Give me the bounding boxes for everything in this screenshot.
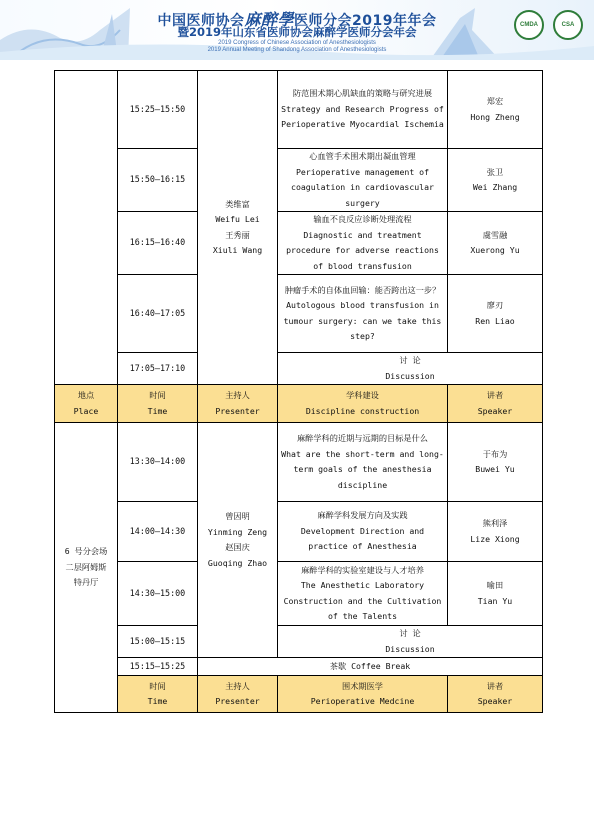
- table-row: [55, 71, 543, 149]
- topic-header: 围术期医学 Perioperative Medcine: [278, 676, 448, 713]
- speaker-header: 讲者 Speaker: [448, 385, 543, 423]
- section-header-row: [55, 385, 543, 423]
- speaker-cell: 于布为 Buwei Yu: [448, 423, 543, 502]
- break-row: [55, 658, 543, 676]
- topic-cell: 心血管手术围术期出凝血管理 Perioperative management of coagulation in cardiovascular surgery: [278, 149, 448, 212]
- table-row: [55, 562, 543, 626]
- time-header: 时间 Time: [118, 385, 198, 423]
- presenter-cell: 曾因明 Yinming Zeng 赵国庆 Guoqing Zhao: [198, 423, 278, 658]
- table-row: [55, 149, 543, 212]
- speaker-cell: 张卫 Wei Zhang: [448, 149, 543, 212]
- venue-cell-empty: [55, 71, 118, 385]
- schedule-table: [54, 70, 543, 713]
- break-cell: 茶歇 Coffee Break: [198, 658, 543, 676]
- time-cell: 15:15–15:25: [118, 658, 198, 676]
- speaker-cell: 郑宏 Hong Zheng: [448, 71, 543, 149]
- topic-cell: 麻醉学科的实验室建设与人才培养 The Anesthetic Laboratory Construction and the Cultivation of the Talents: [278, 562, 448, 626]
- time-cell: 14:30–15:00: [118, 562, 198, 626]
- discussion-row: [55, 353, 543, 385]
- presenter-header: 主持人 Presenter: [198, 385, 278, 423]
- discussion-cell: 讨 论 Discussion: [278, 626, 543, 658]
- banner-title: 中国医师协会麻醉學医师分会2019年年会: [157, 10, 437, 29]
- topic-header: 学科建设 Discipline construction: [278, 385, 448, 423]
- discussion-row: [55, 626, 543, 658]
- cmda-logo: CMDA: [514, 10, 544, 40]
- time-cell: 13:30–14:00: [118, 423, 198, 502]
- speaker-cell: 虞雪融 Xuerong Yu: [448, 212, 543, 275]
- time-cell: 16:40–17:05: [118, 275, 198, 353]
- time-cell: 15:00–15:15: [118, 626, 198, 658]
- topic-cell: 麻醉学科的近期与远期的目标是什么 What are the short-term and long-term goals of the anesthesia discipline: [278, 423, 448, 502]
- topic-cell: 输血不良反应诊断处理流程 Diagnostic and treatment procedure for adverse reactions of blood transfusion: [278, 212, 448, 275]
- section-header-row: [55, 676, 543, 713]
- presenter-header: 主持人 Presenter: [198, 676, 278, 713]
- conference-banner: [0, 0, 594, 60]
- time-cell: 17:05–17:10: [118, 353, 198, 385]
- time-cell: 15:50–16:15: [118, 149, 198, 212]
- time-header: 时间 Time: [118, 676, 198, 713]
- topic-cell: 麻醉学科发展方向及实践 Development Direction and practice of Anesthesia: [278, 502, 448, 562]
- place-header: 地点 Place: [55, 385, 118, 423]
- presenter-cell: 类维富 Weifu Lei 王秀丽 Xiuli Wang: [198, 71, 278, 385]
- table-row: [55, 423, 543, 502]
- time-cell: 16:15–16:40: [118, 212, 198, 275]
- speaker-cell: 喻田 Tian Yu: [448, 562, 543, 626]
- csa-logo: CSA: [553, 10, 583, 40]
- speaker-cell: 廖刃 Ren Liao: [448, 275, 543, 353]
- table-row: [55, 275, 543, 353]
- table-row: [55, 502, 543, 562]
- speaker-header: 讲者 Speaker: [448, 676, 543, 713]
- speaker-cell: 熊利泽 Lize Xiong: [448, 502, 543, 562]
- banner-subtitle: 暨2019年山东省医师协会麻醉学医师分会年会: [177, 25, 417, 39]
- time-cell: 15:25–15:50: [118, 71, 198, 149]
- time-cell: 14:00–14:30: [118, 502, 198, 562]
- topic-cell: 防范围术期心肌缺血的策略与研究进展 Strategy and Research Progress of Perioperative Myocardial Ischemia: [278, 71, 448, 149]
- discussion-cell: 讨 论 Discussion: [278, 353, 543, 385]
- table-row: [55, 212, 543, 275]
- topic-cell: 肿瘤手术的自体血回输：能否跨出这一步？ Autologous blood transfusion in tumour surgery: can we take this step?: [278, 275, 448, 353]
- banner-english: 2019 Congress of Chinese Association of Anesthesiologists 2019 Annual Meeting of Shandong Association of Anesthesiologists: [207, 40, 387, 53]
- venue-cell: 6 号分会场 二层阿姆斯 特丹厅: [55, 423, 118, 713]
